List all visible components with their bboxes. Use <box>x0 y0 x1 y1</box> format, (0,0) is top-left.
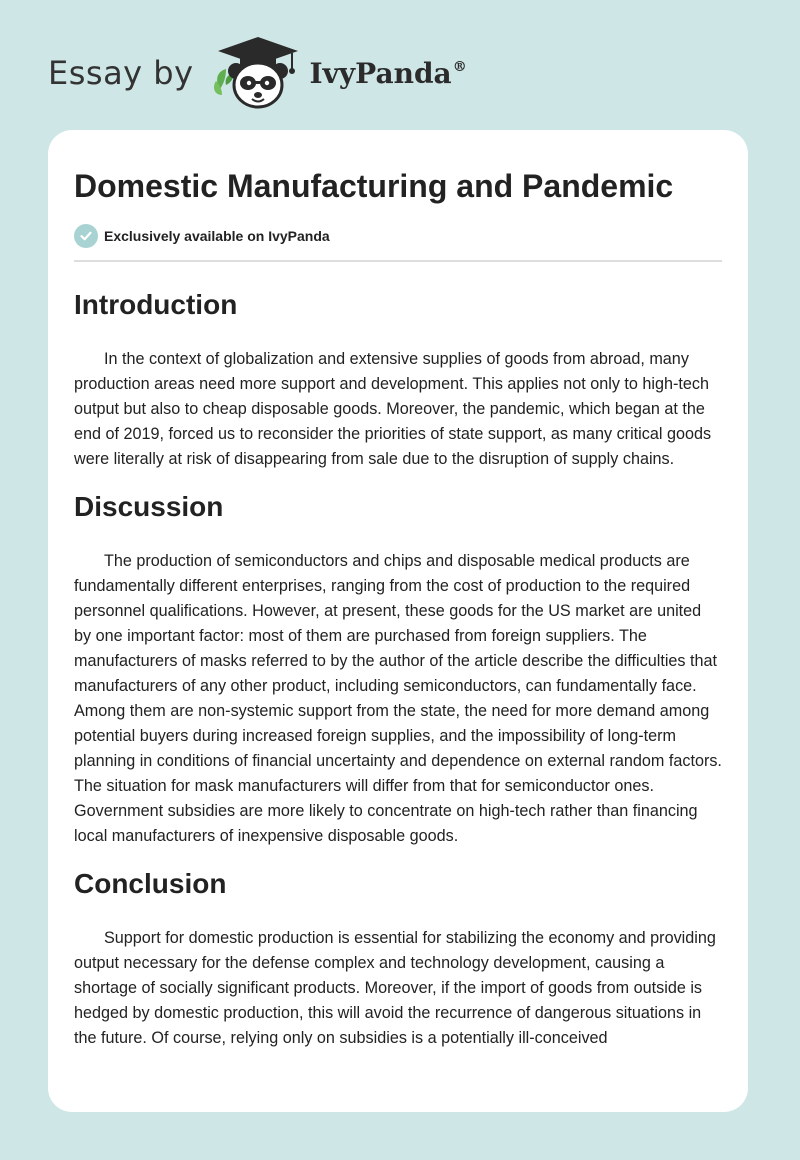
exclusive-badge-label: Exclusively available on IvyPanda <box>104 228 330 244</box>
section-paragraph: The production of semiconductors and chips and disposable medical products are fundamentally different enterprises, ranging from the cost of production to the required personnel qualifications. However, at present, these goods for the US market are united by one important factor: most of them are purchased from foreign suppliers. The manufacturers of masks referred to by the author of the article describe the difficulties that manufacturers of any other product, including semiconductors, can fundamentally face. Among them are non-systemic support from the state, the need for more demand among potential buyers during increased foreign supplies, and the impossibility of long-term planning in conditions of financial uncertainty and dependence on external random factors. The situation for mask manufacturers will differ from that for semiconductor ones. Government subsidies are more likely to concentrate on high-tech rather than financing local manufacturers of inexpensive disposable goods. <box>74 552 722 845</box>
brand-header <box>48 34 467 112</box>
section-paragraph: In the context of globalization and extensive supplies of goods from abroad, many production areas need more support and development. This applies not only to high-tech output but also to cheap disposable goods. Moreover, the pandemic, which began at the end of 2019, forced us to reconsider the priorities of state support, as many critical goods were literally at risk of disappearing from sale due to the disruption of supply chains. <box>74 350 712 468</box>
title-divider <box>74 260 722 262</box>
checkmark-icon <box>74 224 98 248</box>
section-discussion <box>74 490 722 849</box>
essay-title: Domestic Manufacturing and Pandemic <box>74 168 674 204</box>
section-heading: Discussion <box>74 491 224 522</box>
section-heading: Introduction <box>74 289 238 320</box>
section-conclusion <box>74 867 722 1051</box>
section-introduction <box>74 288 722 472</box>
panda-logo-icon[interactable] <box>212 35 304 111</box>
ivypanda-wordmark[interactable]: IvyPanda® <box>309 56 467 90</box>
essay-by-label: Essay by <box>48 54 194 92</box>
section-heading: Conclusion <box>74 868 227 899</box>
section-paragraph: Support for domestic production is essential for stabilizing the economy and providing output necessary for the defense complex and technology development, causing a shortage of socially significant products. Moreover, if the import of goods from outside is hedged by domestic production, this will avoid the recurrence of dangerous situations in the future. Of course, relying only on subsidies is a potentially ill-conceived <box>74 929 716 1047</box>
exclusive-badge <box>74 224 722 248</box>
essay-card <box>48 130 748 1112</box>
